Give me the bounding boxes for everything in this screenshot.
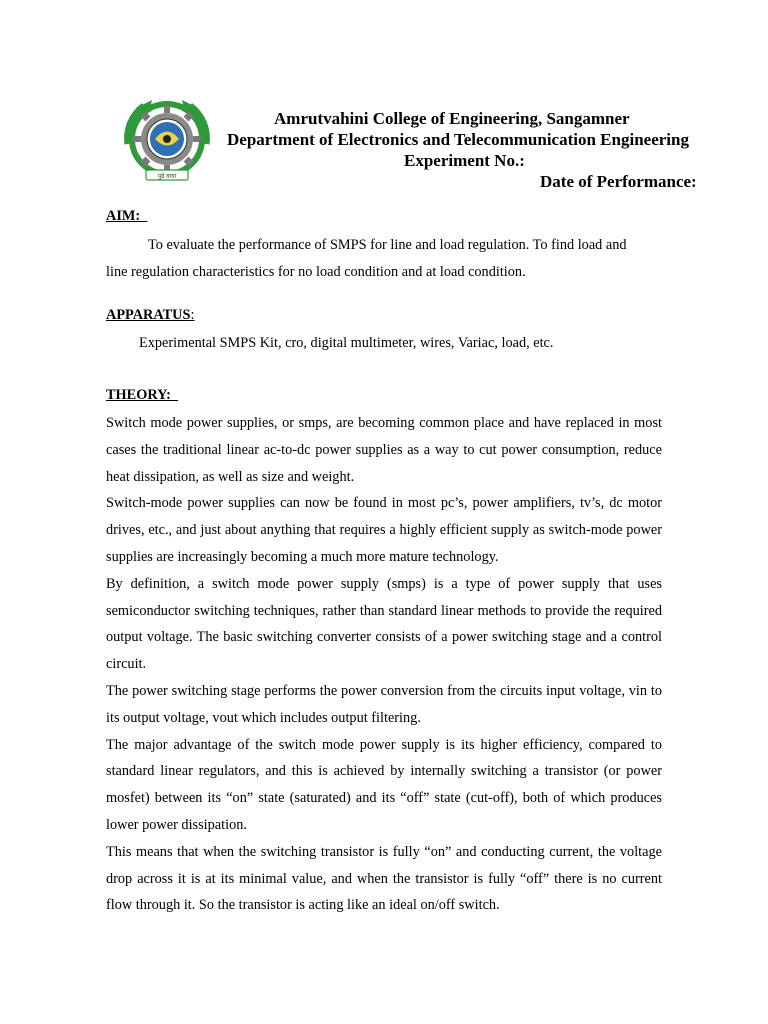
experiment-number: Experiment No.: (404, 151, 525, 170)
theory-paragraph-4: The power switching stage performs the power conversion from the circuits input voltage, vin to its output voltage, vout which includes output filtering. (106, 682, 662, 726)
college-name: Amrutvahini College of Engineering, Sangamner (274, 109, 630, 128)
theory-body (106, 410, 662, 919)
theory-paragraph-6: This means that when the switching transistor is fully “on” and conducting current, the voltage drop across it is at its minimal value, and when the transistor is fully “off” there is no current flow through it. So the transistor is acting like an ideal on/off switch. (106, 843, 662, 914)
theory-paragraph-2: Switch-mode power supplies can now be found in most pc’s, power amplifiers, tv’s, dc motor drives, etc., and just about anything that requires a highly efficient supply as switch-mode power supplies are increasingly becoming a much more mature technology. (106, 495, 662, 565)
aim-heading: AIM: (106, 208, 148, 224)
aim-text-line1: To evaluate the performance of SMPS for line and load regulation. To find load and (148, 237, 627, 253)
aim-text-line2: line regulation characteristics for no load condition and at load condition. (106, 263, 526, 280)
document-header (110, 92, 720, 191)
apparatus-heading-colon: : (190, 307, 195, 323)
apparatus-heading-label: APPARATUS (106, 307, 191, 323)
aim-text (106, 232, 662, 286)
apparatus-text: Experimental SMPS Kit, cro, digital multimeter, wires, Variac, load, etc. (139, 335, 554, 351)
theory-paragraph-3: By definition, a switch mode power supply (smps) is a type of power supply that uses semiconductor switching techniques, rather than standard linear methods to provide the required output voltage. The basic switching converter consists of a power switching stage and a control circuit. (106, 575, 662, 673)
logo-motto: पुढे वाचा (157, 174, 177, 180)
theory-heading: THEORY: (106, 387, 179, 403)
apparatus-heading (106, 307, 194, 324)
college-logo (114, 94, 220, 182)
theory-paragraph-1: Switch mode power supplies, or smps, are becoming common place and have replaced in most cases the traditional linear ac-to-dc power supplies as a way to cut power consumption, reduce heat dissipation, as well as size and weight. (106, 415, 662, 485)
theory-paragraph-5: The major advantage of the switch mode power supply is its higher efficiency, compared to standard linear regulators, and this is achieved by internally switching a transistor (or power mosfet) between its “on” state (saturated) and its “off” state (cut-off), both of which produces lower power dissipation. (106, 736, 662, 833)
date-of-performance: Date of Performance: (540, 172, 697, 191)
department-name: Department of Electronics and Telecommunication Engineering (227, 130, 689, 149)
